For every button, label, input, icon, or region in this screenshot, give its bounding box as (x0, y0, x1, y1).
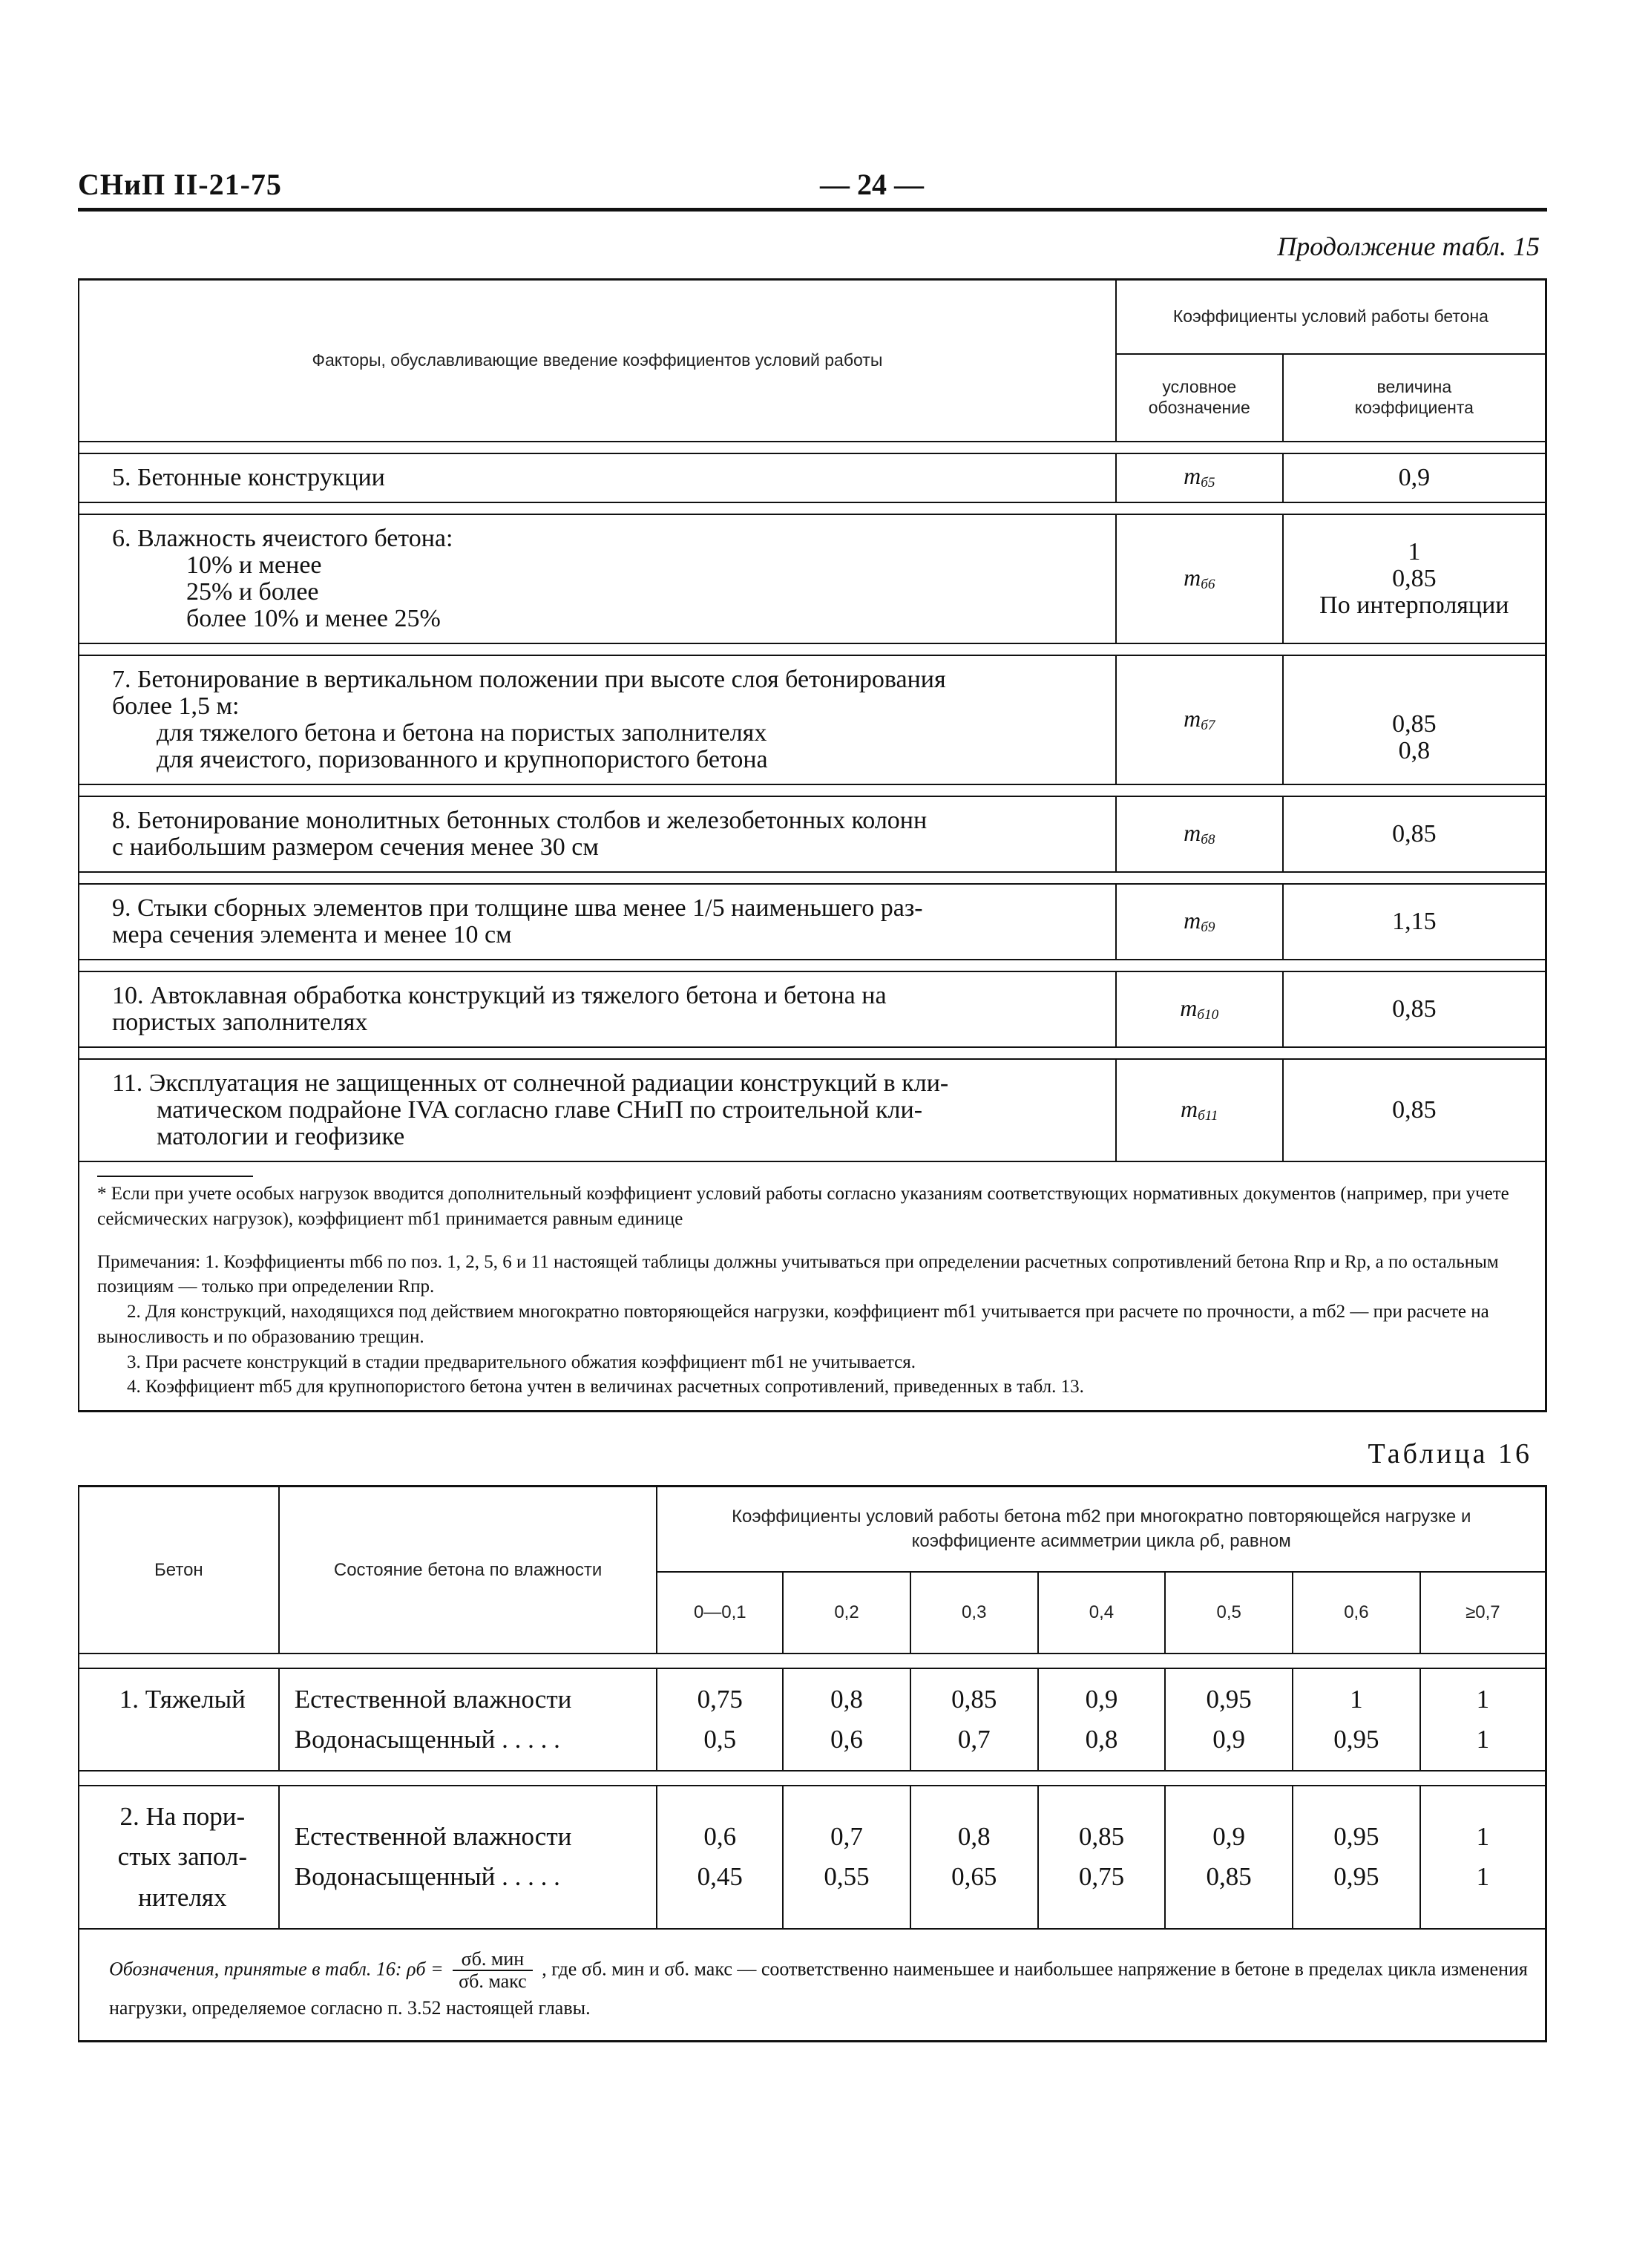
m62-value: 0,7 (957, 1724, 991, 1754)
factor-line: матологии и геофизике (157, 1123, 405, 1151)
m62-value: 0,95 (1333, 1862, 1379, 1892)
factor-line: пористых заполнителях (112, 1008, 368, 1036)
table15-row (79, 514, 1546, 643)
m62-value: 0,9 (1212, 1822, 1246, 1852)
factor-line: 10. Автоклавная обработка конструкций из тяжелого бетона и бетона на (112, 981, 887, 1009)
table16-group-row (79, 1786, 1546, 1929)
col-header-beton: Бетон (79, 1487, 279, 1654)
m62-value-cell (1165, 1786, 1293, 1929)
beton-line: стых запол- (117, 1842, 248, 1872)
beton-cell (79, 1668, 279, 1772)
table15-row (79, 971, 1546, 1047)
value-cell (1283, 1059, 1546, 1161)
col-header-state: Состояние бетона по влажности (279, 1487, 657, 1654)
value-line: 1 (1408, 537, 1421, 566)
table16-row-gap (79, 1771, 1546, 1786)
table16-caption: Таблица 16 (1368, 1438, 1532, 1470)
rho-formula (453, 1949, 533, 1993)
m62-value-cell (657, 1786, 783, 1929)
rho-header: 0,2 (783, 1572, 910, 1654)
symbol-subscript: б11 (1198, 1107, 1218, 1124)
m62-value-cell (1038, 1668, 1166, 1772)
value-line: 0,85 (1392, 819, 1437, 848)
factor-cell (79, 971, 1116, 1047)
m62-value: 1 (1476, 1684, 1490, 1714)
note-item: Примечания: 1. Коэффициенты mб6 по поз. 1, 2, 5, 6 и 11 настоящей таблицы должны учитываться при определении расчетных сопротивлений бетона Rпр и Rр, а по остальным позициям — только при определении Rпр. (97, 1251, 1499, 1297)
table16-designations (78, 1930, 1547, 2042)
symbol-subscript: б9 (1201, 919, 1215, 935)
factor-line: мера сечения элемента и менее 10 см (112, 920, 512, 948)
table15-row (79, 1059, 1546, 1161)
symbol-subscript: б10 (1197, 1006, 1219, 1023)
m62-value-cell (1038, 1786, 1166, 1929)
m62-value: 0,5 (703, 1724, 737, 1754)
factor-line: 9. Стыки сборных элементов при толщине шва менее 1/5 наименьшего раз- (112, 894, 923, 922)
m62-value: 0,6 (703, 1822, 737, 1852)
note-item: 4. Коэффициент mб5 для крупнопористого бетона учтен в величинах расчетных сопротивлений, приведенных в табл. 13. (127, 1377, 1084, 1397)
designations-prefix: Обозначения, принятые в табл. 16: ρб = (109, 1958, 444, 1980)
beton-line: 1. Тяжелый (119, 1684, 246, 1714)
m62-value: 0,9 (1212, 1724, 1246, 1754)
value-cell (1283, 796, 1546, 872)
col-header-coef-group: Коэффициенты условий работы бетона (1116, 280, 1546, 354)
symbol-letter: m (1184, 704, 1201, 732)
m62-value-cell (1293, 1786, 1420, 1929)
value-line: 0,8 (1398, 737, 1431, 765)
value-cell (1283, 655, 1546, 784)
table15-row (79, 453, 1546, 502)
rho-header: 0,6 (1293, 1572, 1420, 1654)
symbol-subscript: б5 (1201, 475, 1215, 491)
factor-line: 11. Эксплуатация не защищенных от солнечной радиации конструкций в кли- (112, 1069, 949, 1097)
symbol-subscript: б7 (1201, 717, 1215, 733)
m62-value-cell (783, 1786, 910, 1929)
symbol-cell (1116, 1059, 1283, 1161)
factor-cell (79, 1059, 1116, 1161)
table15-row-gap (79, 960, 1546, 971)
value-line: По интерполяции (1319, 591, 1509, 619)
state-line: Естественной влажности (294, 1822, 572, 1852)
table-15 (78, 278, 1547, 1162)
m62-value: 0,7 (830, 1822, 863, 1852)
factor-cell (79, 514, 1116, 643)
m62-value: 0,85 (1206, 1862, 1252, 1892)
m62-value: 0,55 (824, 1862, 870, 1892)
symbol-cell (1116, 655, 1283, 784)
m62-value: 0,75 (697, 1684, 743, 1714)
m62-value: 0,75 (1078, 1862, 1125, 1892)
page-number: — 24 — (820, 168, 924, 201)
symbol-letter: m (1184, 563, 1201, 591)
rho-header: 0,3 (910, 1572, 1038, 1654)
state-line: Водонасыщенный . . . . . (294, 1724, 560, 1754)
rho-header: 0,5 (1165, 1572, 1293, 1654)
footnote-rule (97, 1176, 253, 1177)
m62-value: 0,8 (957, 1822, 991, 1852)
m62-value: 0,85 (1078, 1822, 1125, 1852)
col-header-value: величина коэффициента (1283, 354, 1546, 442)
rho-header: 0,4 (1038, 1572, 1166, 1654)
note-item: 2. Для конструкций, находящихся под действием многократно повторяющейся нагрузки, коэффициент mб1 учитывается при расчете по прочности, а mб2 — при расчете на выносливость и по образованию трещин. (97, 1302, 1489, 1347)
m62-value: 0,85 (951, 1684, 997, 1714)
symbol-cell (1116, 453, 1283, 502)
symbol-subscript: б8 (1201, 831, 1215, 848)
m62-value-cell (1293, 1668, 1420, 1772)
symbol-subscript: б6 (1201, 576, 1215, 592)
m62-value: 0,95 (1333, 1822, 1379, 1852)
value-cell (1283, 514, 1546, 643)
symbol-cell (1116, 884, 1283, 960)
symbol-cell (1116, 796, 1283, 872)
factor-line: более 10% и менее 25% (186, 604, 441, 632)
m62-value-cell (783, 1668, 910, 1772)
factor-line: 5. Бетонные конструкции (112, 463, 385, 491)
factor-cell (79, 655, 1116, 784)
symbol-letter: m (1184, 906, 1201, 934)
table15-caption: Продолжение табл. 15 (1277, 232, 1540, 261)
symbol-cell (1116, 971, 1283, 1047)
table15-row-gap (79, 784, 1546, 796)
factor-line: более 1,5 м: (112, 692, 240, 720)
col-header-factors: Факторы, обуславливающие введение коэффициентов условий работы (79, 280, 1116, 442)
m62-value: 1 (1476, 1862, 1490, 1892)
table-16 (78, 1485, 1547, 1930)
note-item: 3. При расчете конструкций в стадии предварительного обжатия коэффициент mб1 не учитывается. (127, 1351, 916, 1372)
table15-row-gap (79, 502, 1546, 514)
m62-value: 0,9 (1085, 1684, 1118, 1714)
rho-header: ≥0,7 (1420, 1572, 1546, 1654)
factor-cell (79, 453, 1116, 502)
designations-suffix: , где σб. мин и σб. макс — соответственно наименьшее и наибольшее напряжение в бетоне в пределах цикла изменения нагрузки, определяемое согласно п. 3.52 настоящей главы. (109, 1958, 1528, 2019)
m62-value: 0,45 (697, 1862, 743, 1892)
rho-header: 0—0,1 (657, 1572, 783, 1654)
state-line: Естественной влажности (294, 1684, 572, 1714)
factor-line: 25% и более (186, 577, 319, 606)
value-line: 0,85 (1392, 710, 1437, 738)
symbol-cell (1116, 514, 1283, 643)
col-header-symbol: условное обозначение (1116, 354, 1283, 442)
factor-line: матическом подрайоне IVA согласно главе СНиП по строительной кли- (157, 1096, 923, 1124)
table15-row-gap (79, 1047, 1546, 1059)
state-cell (279, 1786, 657, 1929)
table16-row-gap (79, 1654, 1546, 1668)
table15-row-gap (79, 643, 1546, 655)
beton-line: 2. На пори- (119, 1802, 246, 1832)
m62-value: 0,95 (1206, 1684, 1252, 1714)
m62-value: 0,95 (1333, 1724, 1379, 1754)
m62-value-cell (1420, 1668, 1546, 1772)
m62-value: 0,6 (830, 1724, 863, 1754)
table15-notes (78, 1162, 1547, 1412)
m62-value-cell (910, 1668, 1038, 1772)
symbol-letter: m (1181, 1095, 1198, 1122)
document-page (78, 160, 1547, 2042)
m62-value-cell (910, 1786, 1038, 1929)
value-line: 0,85 (1392, 564, 1437, 592)
state-line: Водонасыщенный . . . . . (294, 1862, 560, 1892)
factor-line: 7. Бетонирование в вертикальном положении при высоте слоя бетонирования (112, 665, 946, 693)
value-cell (1283, 884, 1546, 960)
m62-value: 0,65 (951, 1862, 997, 1892)
document-code: СНиП II-21-75 (78, 168, 282, 201)
table16-group-row (79, 1668, 1546, 1772)
m62-value-cell (1165, 1668, 1293, 1772)
value-line: 0,85 (1392, 994, 1437, 1023)
factor-line: с наибольшим размером сечения менее 30 см (112, 833, 599, 861)
beton-cell (79, 1786, 279, 1929)
m62-value: 1 (1476, 1724, 1490, 1754)
symbol-letter: m (1184, 462, 1201, 490)
symbol-letter: m (1184, 819, 1201, 846)
formula-denominator: σб. макс (459, 1970, 527, 1993)
m62-value-cell (1420, 1786, 1546, 1929)
factor-line: 8. Бетонирование монолитных бетонных столбов и железобетонных колонн (112, 806, 928, 834)
beton-line: нителях (138, 1882, 227, 1912)
m62-value: 1 (1476, 1822, 1490, 1852)
value-cell (1283, 453, 1546, 502)
value-cell (1283, 971, 1546, 1047)
factor-cell (79, 796, 1116, 872)
factor-cell (79, 884, 1116, 960)
symbol-letter: m (1180, 994, 1198, 1021)
m62-value: 0,8 (830, 1684, 863, 1714)
value-line: 1,15 (1392, 907, 1437, 935)
m62-value-cell (657, 1668, 783, 1772)
factor-line: для тяжелого бетона и бетона на пористых заполнителях (157, 718, 767, 747)
page-header (78, 160, 1547, 212)
factor-line: 6. Влажность ячеистого бетона: (112, 524, 453, 552)
factor-line: 10% и менее (186, 551, 322, 579)
state-cell (279, 1668, 657, 1772)
factor-line: для ячеистого, поризованного и крупнопористого бетона (157, 745, 768, 773)
formula-numerator: σб. мин (453, 1949, 533, 1972)
table15-row-gap (79, 872, 1546, 884)
m62-value: 1 (1350, 1684, 1363, 1714)
table15-row (79, 796, 1546, 872)
value-line: 0,85 (1392, 1096, 1437, 1124)
table15-row (79, 884, 1546, 960)
value-line: 0,9 (1398, 463, 1431, 491)
m62-value: 0,8 (1085, 1724, 1118, 1754)
table15-row-gap (79, 442, 1546, 453)
col-header-m62-group: Коэффициенты условий работы бетона mб2 при многократно повторяющейся нагрузке и коэффициенте асимметрии цикла ρб, равном (657, 1487, 1546, 1572)
table15-row (79, 655, 1546, 784)
footnote-text: * Если при учете особых нагрузок вводится дополнительный коэффициент условий работы согласно указаниям соответствующих нормативных документов (например, при учете сейсмических нагрузок), коэффициент mб1 принимается равным единице (97, 1184, 1509, 1229)
